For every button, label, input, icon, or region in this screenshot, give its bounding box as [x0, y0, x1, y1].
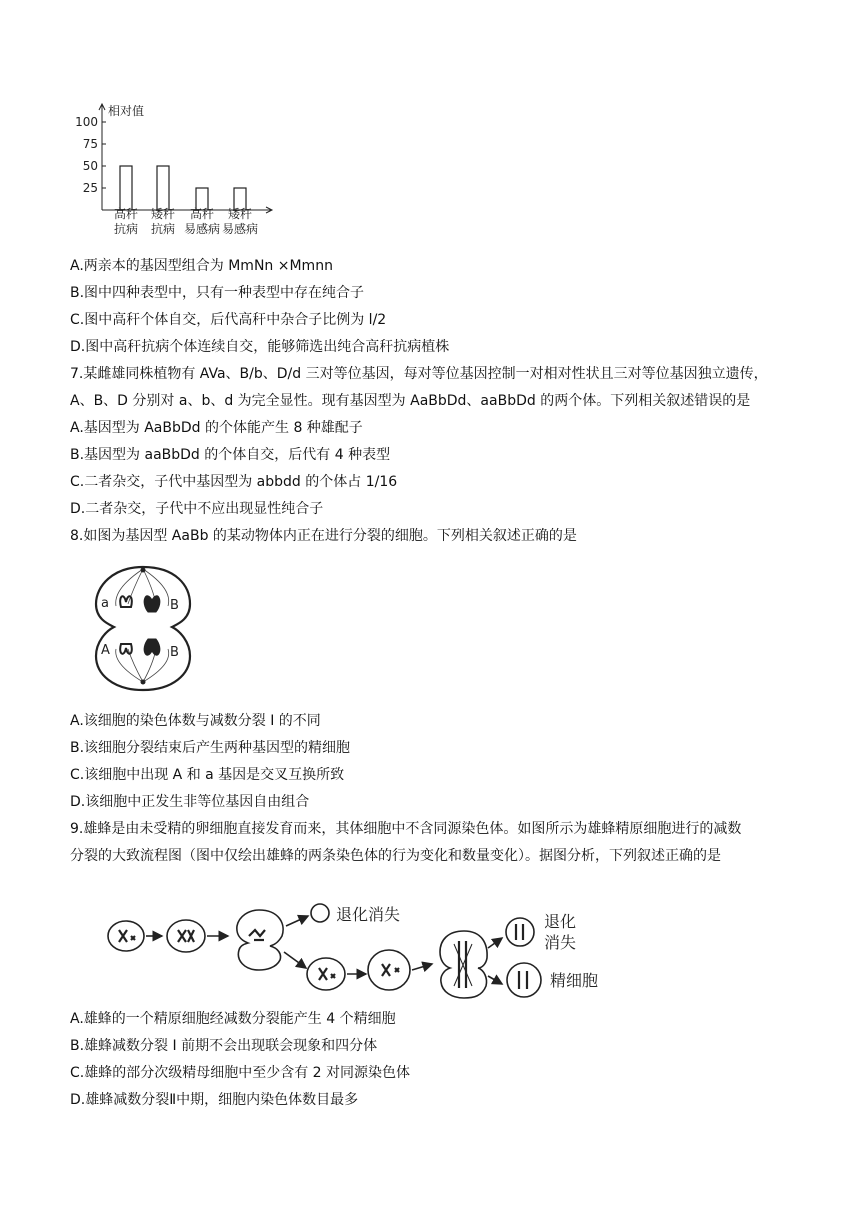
sperm-cell: [507, 963, 541, 997]
meiosis-flow-diagram: [104, 896, 624, 1000]
degenerate-label-2-line2: 消失: [544, 933, 577, 952]
degenerate-cell: [506, 918, 534, 946]
q6-option-a: A.两亲本的基因型组合为 MmNn ×Mmnn: [70, 258, 333, 274]
spindle-fibers: [116, 569, 169, 682]
y-tick-label: 50: [82, 159, 98, 173]
chromosome-marks: [119, 924, 527, 989]
x-label-1-line2: 抗病: [150, 222, 176, 236]
q7-stem-line1: 7.某雌雄同株植物有 AVa、B/b、D/d 三对等位基因，每对等位基因控制一对相对性状且三对等位基因独立遗传，: [70, 366, 768, 382]
y-tick-label: 100: [75, 115, 98, 129]
q8-stem: 8.如图为基因型 AaBb 的某动物体内正在进行分裂的细胞。下列相关叙述正确的是: [70, 528, 577, 544]
q6-option-d: D.图中高秆抗病个体连续自交，能够筛选出纯合高秆抗病植株: [70, 339, 450, 355]
dividing-cell-figure: [88, 564, 198, 694]
gene-label-b-top: B: [170, 598, 179, 613]
q7-stem-line2: A、B、D 分别对 a、b、d 为完全显性。现有基因型为 AaBbDd、aaBbDd 的两个体。下列相关叙述错误的是: [70, 393, 751, 409]
gene-label-A: A: [101, 643, 110, 658]
x-label-2-line2: 易感病: [183, 222, 221, 236]
y-axis-label: 相对值: [108, 104, 145, 118]
bar-1: [157, 166, 169, 210]
cell-membrane: [96, 567, 190, 690]
q9-stem-line1: 9.雄蜂是由未受精的卵细胞直接发育而来，其体细胞中不含同源染色体。如图所示为雄蜂精原细胞进行的减数: [70, 821, 742, 837]
bar-0: [120, 166, 132, 210]
spermatogonium-cell: [108, 921, 144, 951]
secondary-cell: [307, 958, 345, 990]
gene-label-b-bottom: B: [170, 645, 179, 660]
degenerate-label-2-line1: 退化: [544, 912, 577, 931]
q8-option-d: D.该细胞中正发生非等位基因自由组合: [70, 794, 310, 810]
gene-label-a: a: [101, 596, 109, 611]
q9-option-c: C.雄蜂的部分次级精母细胞中至少含有 2 对同源染色体: [70, 1065, 411, 1081]
chromosomes-bottom: [120, 639, 160, 655]
q8-option-c: C.该细胞中出现 A 和 a 基因是交叉互换所致: [70, 767, 345, 783]
y-tick-label: 75: [82, 137, 98, 151]
x-label-3-line1: 矮秆: [227, 207, 253, 221]
x-label-1-line1: 矮秆: [150, 207, 176, 221]
y-ticks: [75, 115, 106, 195]
q7-option-a: A.基因型为 AaBbDd 的个体能产生 8 种雄配子: [70, 420, 363, 436]
degenerate-polar-body: [311, 904, 329, 922]
sperm-label: 精细胞: [550, 971, 599, 990]
y-tick-label: 25: [82, 181, 98, 195]
q7-option-b: B.基因型为 aaBbDd 的个体自交，后代有 4 种表型: [70, 447, 391, 463]
q7-option-c: C.二者杂交，子代中基因型为 abbdd 的个体占 1/16: [70, 474, 398, 490]
x-label-2-line1: 高秆: [189, 207, 215, 221]
primary-cell: [167, 920, 205, 952]
q9-option-a: A.雄蜂的一个精原细胞经减数分裂能产生 4 个精细胞: [70, 1011, 396, 1027]
q6-option-c: C.图中高秆个体自交，后代高秆中杂合子比例为 l/2: [70, 312, 387, 328]
x-label-3-line2: 易感病: [221, 222, 259, 236]
q9-option-d: D.雄蜂减数分裂Ⅱ中期，细胞内染色体数目最多: [70, 1092, 359, 1108]
bars: [120, 166, 246, 210]
q8-option-b: B.该细胞分裂结束后产生两种基因型的精细胞: [70, 740, 351, 756]
q9-stem-line2: 分裂的大致流程图（图中仅绘出雄蜂的两条染色体的行为变化和数量变化）。据图分析，下列叙述正确的是: [70, 848, 721, 864]
metaphase-ii-cell: [368, 950, 410, 990]
bar-chart: [72, 100, 282, 240]
centrosome-top: [141, 568, 146, 573]
q7-option-d: D.二者杂交，子代中不应出现显性纯合子: [70, 501, 324, 517]
chromosomes-top: [120, 596, 160, 612]
x-label-0-line2: 抗病: [113, 222, 139, 236]
degenerate-label-1: 退化消失: [336, 905, 401, 924]
q8-option-a: A.该细胞的染色体数与减数分裂 I 的不同: [70, 713, 321, 729]
x-label-0-line1: 高秆: [113, 207, 139, 221]
q6-option-b: B.图中四种表型中，只有一种表型中存在纯合子: [70, 285, 365, 301]
q9-option-b: B.雄蜂减数分裂 I 前期不会出现联会现象和四分体: [70, 1038, 378, 1054]
centrosome-bottom: [141, 680, 146, 685]
